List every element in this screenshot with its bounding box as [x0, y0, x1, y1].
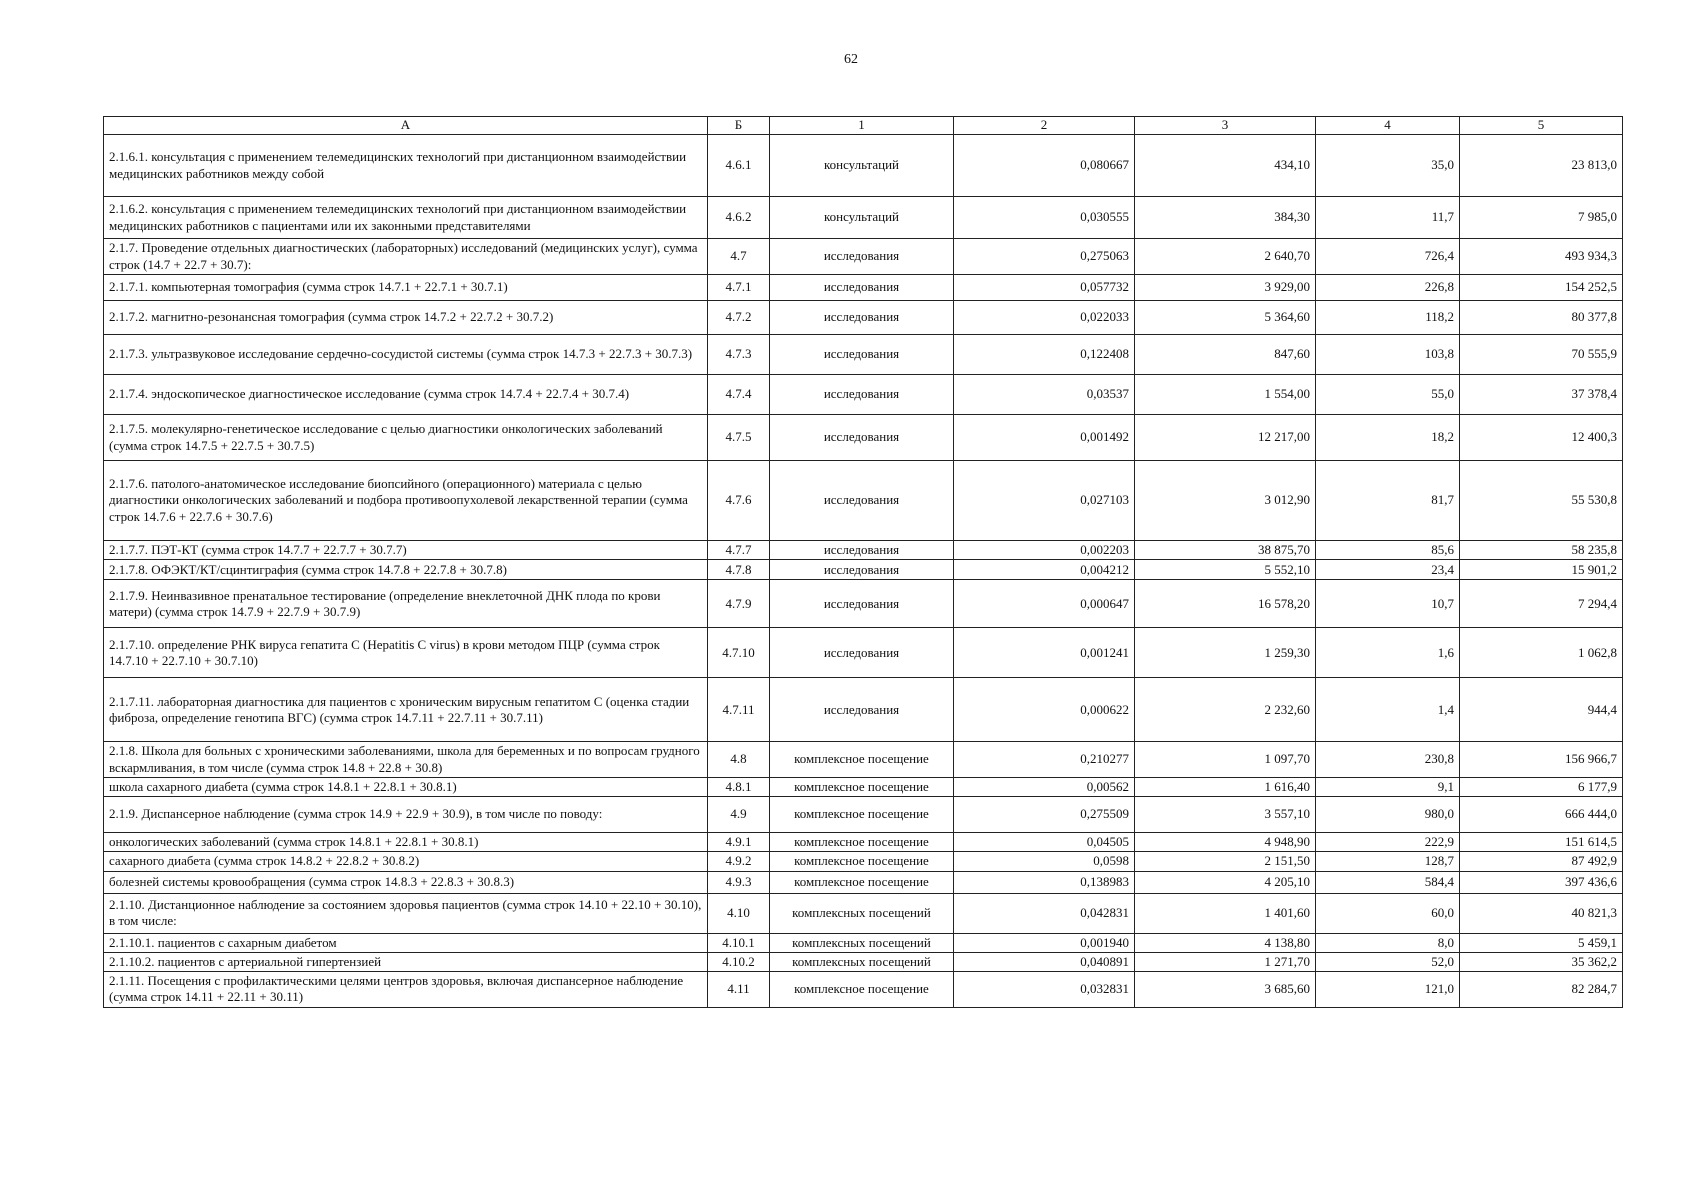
row-value-col4: 230,8 [1316, 742, 1460, 778]
row-name: 2.1.7.8. ОФЭКТ/КТ/сцинтиграфия (сумма строк 14.7.8 + 22.7.8 + 30.7.8) [104, 560, 708, 580]
row-value-col5: 154 252,5 [1460, 275, 1623, 301]
column-header-3: 3 [1135, 117, 1316, 135]
row-code: 4.8 [708, 742, 770, 778]
table-row [104, 833, 1623, 852]
row-code: 4.6.2 [708, 197, 770, 239]
row-value-col2: 0,042831 [954, 893, 1135, 933]
row-value-col3: 434,10 [1135, 135, 1316, 197]
row-name: 2.1.9. Диспансерное наблюдение (сумма строк 14.9 + 22.9 + 30.9), в том числе по поводу: [104, 797, 708, 833]
row-unit: исследования [770, 461, 954, 541]
column-header-a: А [104, 117, 708, 135]
row-code: 4.10.2 [708, 952, 770, 971]
row-value-col3: 3 557,10 [1135, 797, 1316, 833]
row-value-col2: 0,001492 [954, 415, 1135, 461]
row-unit: консультаций [770, 135, 954, 197]
row-value-col4: 81,7 [1316, 461, 1460, 541]
row-code: 4.7.6 [708, 461, 770, 541]
row-unit: исследования [770, 375, 954, 415]
row-value-col3: 1 259,30 [1135, 628, 1316, 678]
row-name: 2.1.6.2. консультация с применением телемедицинских технологий при дистанционном взаимодействии медицинских работников с пациентами или их законными представителями [104, 197, 708, 239]
row-value-col4: 1,4 [1316, 678, 1460, 742]
row-name: 2.1.10. Дистанционное наблюдение за состоянием здоровья пациентов (сумма строк 14.10 + 22.10 + 30.10), в том числе: [104, 893, 708, 933]
row-unit: комплексное посещение [770, 797, 954, 833]
row-code: 4.8.1 [708, 777, 770, 796]
table-row [104, 135, 1623, 197]
row-value-col2: 0,03537 [954, 375, 1135, 415]
row-value-col2: 0,080667 [954, 135, 1135, 197]
row-value-col4: 584,4 [1316, 871, 1460, 893]
table-row [104, 777, 1623, 796]
row-unit: исследования [770, 301, 954, 335]
row-value-col2: 0,00562 [954, 777, 1135, 796]
row-unit: комплексное посещение [770, 972, 954, 1008]
row-value-col4: 980,0 [1316, 797, 1460, 833]
row-value-col4: 85,6 [1316, 541, 1460, 560]
row-value-col3: 847,60 [1135, 335, 1316, 375]
row-name: 2.1.7.3. ультразвуковое исследование сердечно-сосудистой системы (сумма строк 14.7.3 + 22.7.3 + 30.7.3) [104, 335, 708, 375]
row-name: 2.1.8. Школа для больных с хроническими заболеваниями, школа для беременных и по вопросам грудного вскармливания, в том числе (сумма строк 14.8 + 22.8 + 30.8) [104, 742, 708, 778]
row-value-col4: 35,0 [1316, 135, 1460, 197]
row-value-col3: 2 232,60 [1135, 678, 1316, 742]
row-value-col5: 944,4 [1460, 678, 1623, 742]
row-value-col5: 666 444,0 [1460, 797, 1623, 833]
row-value-col5: 7 985,0 [1460, 197, 1623, 239]
table-row [104, 239, 1623, 275]
table-row [104, 972, 1623, 1008]
row-name: 2.1.7.11. лабораторная диагностика для пациентов с хроническим вирусным гепатитом С (оценка стадии фиброза, определение генотипа ВГС) (сумма строк 14.7.11 + 22.7.11 + 30.7.11) [104, 678, 708, 742]
row-value-col2: 0,275063 [954, 239, 1135, 275]
page-number: 62 [844, 52, 858, 67]
row-value-col5: 82 284,7 [1460, 972, 1623, 1008]
row-value-col4: 9,1 [1316, 777, 1460, 796]
row-code: 4.9 [708, 797, 770, 833]
row-code: 4.7.7 [708, 541, 770, 560]
row-name: болезней системы кровообращения (сумма строк 14.8.3 + 22.8.3 + 30.8.3) [104, 871, 708, 893]
row-value-col5: 493 934,3 [1460, 239, 1623, 275]
row-code: 4.7.2 [708, 301, 770, 335]
row-value-col5: 397 436,6 [1460, 871, 1623, 893]
row-code: 4.6.1 [708, 135, 770, 197]
row-name: 2.1.10.1. пациентов с сахарным диабетом [104, 933, 708, 952]
table-row [104, 871, 1623, 893]
row-value-col5: 6 177,9 [1460, 777, 1623, 796]
row-value-col4: 18,2 [1316, 415, 1460, 461]
row-unit: исследования [770, 335, 954, 375]
row-value-col3: 1 097,70 [1135, 742, 1316, 778]
row-unit: исследования [770, 560, 954, 580]
row-value-col2: 0,122408 [954, 335, 1135, 375]
row-code: 4.7.10 [708, 628, 770, 678]
row-value-col4: 1,6 [1316, 628, 1460, 678]
row-value-col4: 118,2 [1316, 301, 1460, 335]
table-row [104, 933, 1623, 952]
table-row [104, 628, 1623, 678]
row-code: 4.7.8 [708, 560, 770, 580]
row-name: школа сахарного диабета (сумма строк 14.8.1 + 22.8.1 + 30.8.1) [104, 777, 708, 796]
row-value-col3: 4 138,80 [1135, 933, 1316, 952]
row-code: 4.7.1 [708, 275, 770, 301]
table-row [104, 893, 1623, 933]
row-value-col3: 16 578,20 [1135, 580, 1316, 628]
row-value-col5: 7 294,4 [1460, 580, 1623, 628]
row-value-col2: 0,027103 [954, 461, 1135, 541]
row-unit: комплексных посещений [770, 893, 954, 933]
row-value-col2: 0,002203 [954, 541, 1135, 560]
row-value-col2: 0,022033 [954, 301, 1135, 335]
table-row [104, 301, 1623, 335]
row-name: 2.1.7.2. магнитно-резонансная томография (сумма строк 14.7.2 + 22.7.2 + 30.7.2) [104, 301, 708, 335]
row-code: 4.7.11 [708, 678, 770, 742]
table-row [104, 415, 1623, 461]
row-value-col2: 0,210277 [954, 742, 1135, 778]
row-unit: комплексное посещение [770, 833, 954, 852]
row-value-col4: 128,7 [1316, 852, 1460, 871]
row-value-col5: 15 901,2 [1460, 560, 1623, 580]
row-value-col4: 222,9 [1316, 833, 1460, 852]
table-row [104, 852, 1623, 871]
row-value-col2: 0,001940 [954, 933, 1135, 952]
row-value-col5: 23 813,0 [1460, 135, 1623, 197]
row-value-col2: 0,032831 [954, 972, 1135, 1008]
row-name: сахарного диабета (сумма строк 14.8.2 + 22.8.2 + 30.8.2) [104, 852, 708, 871]
row-value-col3: 1 401,60 [1135, 893, 1316, 933]
row-value-col5: 70 555,9 [1460, 335, 1623, 375]
row-name: 2.1.7. Проведение отдельных диагностических (лабораторных) исследований (медицинских услуг), сумма строк (14.7 + 22.7 + 30.7): [104, 239, 708, 275]
row-value-col2: 0,04505 [954, 833, 1135, 852]
table-body [104, 135, 1623, 1008]
row-value-col3: 12 217,00 [1135, 415, 1316, 461]
row-value-col3: 1 616,40 [1135, 777, 1316, 796]
row-value-col2: 0,000647 [954, 580, 1135, 628]
column-header-2: 2 [954, 117, 1135, 135]
row-unit: комплексное посещение [770, 742, 954, 778]
row-value-col5: 58 235,8 [1460, 541, 1623, 560]
row-unit: исследования [770, 275, 954, 301]
table-row [104, 797, 1623, 833]
row-value-col3: 4 205,10 [1135, 871, 1316, 893]
row-code: 4.10 [708, 893, 770, 933]
row-value-col5: 12 400,3 [1460, 415, 1623, 461]
row-value-col4: 60,0 [1316, 893, 1460, 933]
row-code: 4.9.1 [708, 833, 770, 852]
row-value-col2: 0,040891 [954, 952, 1135, 971]
row-name: 2.1.7.9. Неинвазивное пренатальное тестирование (определение внеклеточной ДНК плода по крови матери) (сумма строк 14.7.9 + 22.7.9 + 30.7.9) [104, 580, 708, 628]
row-value-col5: 35 362,2 [1460, 952, 1623, 971]
row-unit: комплексное посещение [770, 777, 954, 796]
table-row [104, 375, 1623, 415]
row-code: 4.7.4 [708, 375, 770, 415]
row-name: 2.1.7.1. компьютерная томография (сумма строк 14.7.1 + 22.7.1 + 30.7.1) [104, 275, 708, 301]
row-value-col5: 87 492,9 [1460, 852, 1623, 871]
row-value-col5: 1 062,8 [1460, 628, 1623, 678]
row-name: онкологических заболеваний (сумма строк 14.8.1 + 22.8.1 + 30.8.1) [104, 833, 708, 852]
row-value-col2: 0,000622 [954, 678, 1135, 742]
row-value-col2: 0,0598 [954, 852, 1135, 871]
row-name: 2.1.7.5. молекулярно-генетическое исследование с целью диагностики онкологических заболеваний (сумма строк 14.7.5 + 22.7.5 + 30.7.5) [104, 415, 708, 461]
row-value-col3: 3 012,90 [1135, 461, 1316, 541]
row-value-col3: 4 948,90 [1135, 833, 1316, 852]
row-value-col2: 0,138983 [954, 871, 1135, 893]
row-name: 2.1.7.10. определение РНК вируса гепатита С (Hepatitis C virus) в крови методом ПЦР (сумма строк 14.7.10 + 22.7.10 + 30.7.10) [104, 628, 708, 678]
column-header-b: Б [708, 117, 770, 135]
row-value-col2: 0,004212 [954, 560, 1135, 580]
table-row [104, 335, 1623, 375]
row-value-col3: 1 554,00 [1135, 375, 1316, 415]
row-value-col4: 226,8 [1316, 275, 1460, 301]
table-row [104, 560, 1623, 580]
row-unit: исследования [770, 580, 954, 628]
row-unit: комплексное посещение [770, 852, 954, 871]
row-value-col5: 80 377,8 [1460, 301, 1623, 335]
row-unit: исследования [770, 678, 954, 742]
row-value-col3: 5 364,60 [1135, 301, 1316, 335]
row-value-col3: 2 151,50 [1135, 852, 1316, 871]
row-unit: исследования [770, 628, 954, 678]
row-code: 4.10.1 [708, 933, 770, 952]
table-header-row [104, 117, 1623, 135]
row-value-col5: 37 378,4 [1460, 375, 1623, 415]
row-code: 4.7.9 [708, 580, 770, 628]
row-unit: комплексное посещение [770, 871, 954, 893]
table-row [104, 541, 1623, 560]
row-unit: исследования [770, 415, 954, 461]
column-header-1: 1 [770, 117, 954, 135]
row-value-col4: 52,0 [1316, 952, 1460, 971]
row-value-col3: 2 640,70 [1135, 239, 1316, 275]
row-value-col4: 55,0 [1316, 375, 1460, 415]
row-value-col2: 0,001241 [954, 628, 1135, 678]
row-value-col5: 156 966,7 [1460, 742, 1623, 778]
row-name: 2.1.6.1. консультация с применением телемедицинских технологий при дистанционном взаимодействии медицинских работников между собой [104, 135, 708, 197]
row-value-col5: 40 821,3 [1460, 893, 1623, 933]
row-value-col3: 384,30 [1135, 197, 1316, 239]
table-row [104, 580, 1623, 628]
row-code: 4.7 [708, 239, 770, 275]
table-row [104, 678, 1623, 742]
data-table [103, 116, 1623, 1008]
data-table-container [103, 116, 1622, 1008]
row-value-col3: 5 552,10 [1135, 560, 1316, 580]
row-code: 4.7.3 [708, 335, 770, 375]
row-name: 2.1.7.4. эндоскопическое диагностическое исследование (сумма строк 14.7.4 + 22.7.4 + 30.7.4) [104, 375, 708, 415]
row-value-col4: 23,4 [1316, 560, 1460, 580]
row-code: 4.9.2 [708, 852, 770, 871]
table-row [104, 742, 1623, 778]
row-value-col4: 103,8 [1316, 335, 1460, 375]
row-code: 4.11 [708, 972, 770, 1008]
table-row [104, 197, 1623, 239]
row-value-col4: 8,0 [1316, 933, 1460, 952]
row-unit: консультаций [770, 197, 954, 239]
row-name: 2.1.7.7. ПЭТ-КТ (сумма строк 14.7.7 + 22.7.7 + 30.7.7) [104, 541, 708, 560]
row-unit: исследования [770, 239, 954, 275]
row-value-col3: 3 929,00 [1135, 275, 1316, 301]
row-value-col3: 3 685,60 [1135, 972, 1316, 1008]
row-value-col5: 151 614,5 [1460, 833, 1623, 852]
row-code: 4.9.3 [708, 871, 770, 893]
row-value-col5: 5 459,1 [1460, 933, 1623, 952]
row-name: 2.1.11. Посещения с профилактическими целями центров здоровья, включая диспансерное наблюдение (сумма строк 14.11 + 22.11 + 30.11) [104, 972, 708, 1008]
row-value-col4: 11,7 [1316, 197, 1460, 239]
row-value-col4: 726,4 [1316, 239, 1460, 275]
row-name: 2.1.10.2. пациентов с артериальной гипертензией [104, 952, 708, 971]
table-row [104, 275, 1623, 301]
table-row [104, 952, 1623, 971]
row-value-col4: 121,0 [1316, 972, 1460, 1008]
row-unit: комплексных посещений [770, 952, 954, 971]
row-code: 4.7.5 [708, 415, 770, 461]
row-value-col3: 1 271,70 [1135, 952, 1316, 971]
row-value-col5: 55 530,8 [1460, 461, 1623, 541]
row-value-col2: 0,057732 [954, 275, 1135, 301]
row-name: 2.1.7.6. патолого-анатомическое исследование биопсийного (операционного) материала с целью диагностики онкологических заболеваний и подбора противоопухолевой лекарственной терапии (сумма строк 14.7.6 + 22.7.6 + 30.7.6) [104, 461, 708, 541]
row-value-col4: 10,7 [1316, 580, 1460, 628]
row-unit: исследования [770, 541, 954, 560]
row-unit: комплексных посещений [770, 933, 954, 952]
column-header-4: 4 [1316, 117, 1460, 135]
row-value-col2: 0,275509 [954, 797, 1135, 833]
column-header-5: 5 [1460, 117, 1623, 135]
row-value-col3: 38 875,70 [1135, 541, 1316, 560]
row-value-col2: 0,030555 [954, 197, 1135, 239]
table-row [104, 461, 1623, 541]
